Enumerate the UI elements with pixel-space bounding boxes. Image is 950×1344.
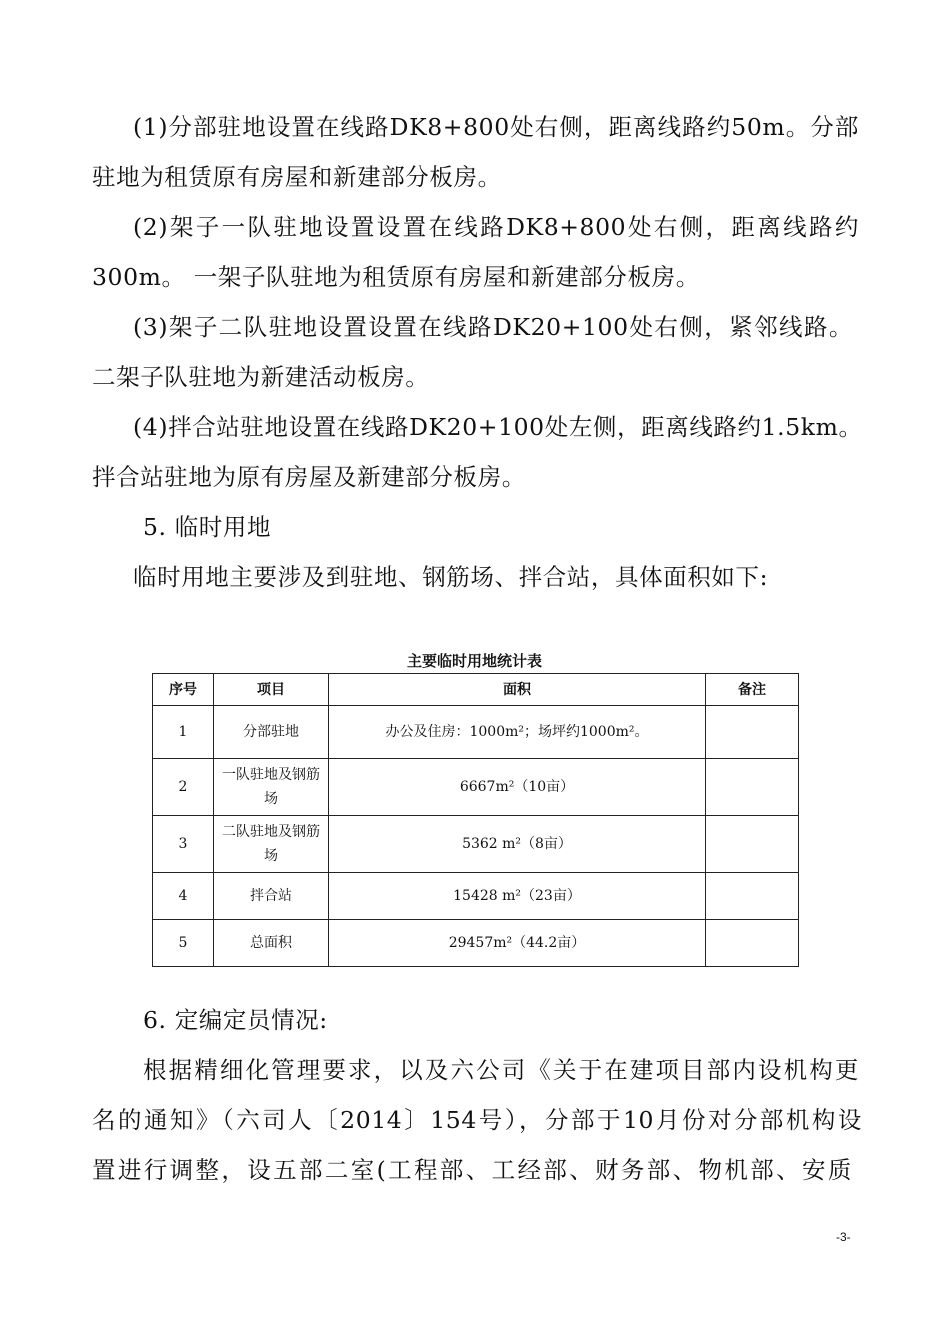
paragraph-2-line-1: (2)架子一队驻地设置设置在线路DK8+800处右侧，距离线路约 xyxy=(133,213,859,241)
paragraph-4-line-1: (4)拌合站驻地设置在线路DK20+100处左侧，距离线路约1.5km。 xyxy=(133,413,863,441)
header-area: 面积 xyxy=(329,674,706,706)
cell-item: 二队驻地及钢筋场 xyxy=(214,816,329,873)
cell-area: 5362 m²（8亩） xyxy=(329,816,706,873)
section-5-intro: 临时用地主要涉及到驻地、钢筋场、拌合站，具体面积如下: xyxy=(133,563,769,591)
cell-no: 5 xyxy=(153,920,214,967)
header-no: 序号 xyxy=(153,674,214,706)
cell-item: 一队驻地及钢筋场 xyxy=(214,759,329,816)
cell-no: 4 xyxy=(153,873,214,920)
table-row xyxy=(153,816,799,873)
section-6-line-1: 根据精细化管理要求，以及六公司《关于在建项目部内设机构更 xyxy=(143,1056,859,1084)
cell-no: 1 xyxy=(153,706,214,759)
table-row xyxy=(153,706,799,759)
section-6-heading: 6. 定编定员情况: xyxy=(143,1006,328,1034)
paragraph-3-line-2: 二架子队驻地为新建活动板房。 xyxy=(92,363,430,391)
cell-note xyxy=(706,816,799,873)
table-row xyxy=(153,920,799,967)
header-note: 备注 xyxy=(706,674,799,706)
cell-note xyxy=(706,920,799,967)
cell-note xyxy=(706,873,799,920)
table-caption: 主要临时用地统计表 xyxy=(406,652,542,670)
section-6-line-2: 名的通知》（六司人〔2014〕154号），分部于10月份对分部机构设 xyxy=(92,1106,862,1134)
cell-area: 办公及住房：1000m²；场坪约1000m²。 xyxy=(329,706,706,759)
table-row xyxy=(153,873,799,920)
paragraph-2-line-2: 300m。 一架子队驻地为租赁原有房屋和新建部分板房。 xyxy=(92,263,700,291)
header-item: 项目 xyxy=(214,674,329,706)
cell-note xyxy=(706,759,799,816)
land-use-table xyxy=(152,673,799,967)
cell-note xyxy=(706,706,799,759)
page-number: -3- xyxy=(836,1230,851,1244)
cell-item: 总面积 xyxy=(214,920,329,967)
table-header-row xyxy=(153,674,799,706)
paragraph-1-line-2: 驻地为租赁原有房屋和新建部分板房。 xyxy=(92,163,502,191)
cell-area: 29457m²（44.2亩） xyxy=(329,920,706,967)
cell-item: 拌合站 xyxy=(214,873,329,920)
cell-no: 3 xyxy=(153,816,214,873)
table-row xyxy=(153,759,799,816)
section-5-heading: 5. 临时用地 xyxy=(143,513,272,541)
paragraph-3-line-1: (3)架子二队驻地设置设置在线路DK20+100处右侧，紧邻线路。 xyxy=(133,313,853,341)
cell-no: 2 xyxy=(153,759,214,816)
cell-item: 分部驻地 xyxy=(214,706,329,759)
section-6-line-3: 置进行调整，设五部二室(工程部、工经部、财务部、物机部、安质 xyxy=(92,1156,852,1184)
cell-area: 6667m²（10亩） xyxy=(329,759,706,816)
paragraph-1-line-1: (1)分部驻地设置在线路DK8+800处右侧，距离线路约50m。分部 xyxy=(133,113,859,141)
paragraph-4-line-2: 拌合站驻地为原有房屋及新建部分板房。 xyxy=(92,463,526,491)
cell-area: 15428 m²（23亩） xyxy=(329,873,706,920)
